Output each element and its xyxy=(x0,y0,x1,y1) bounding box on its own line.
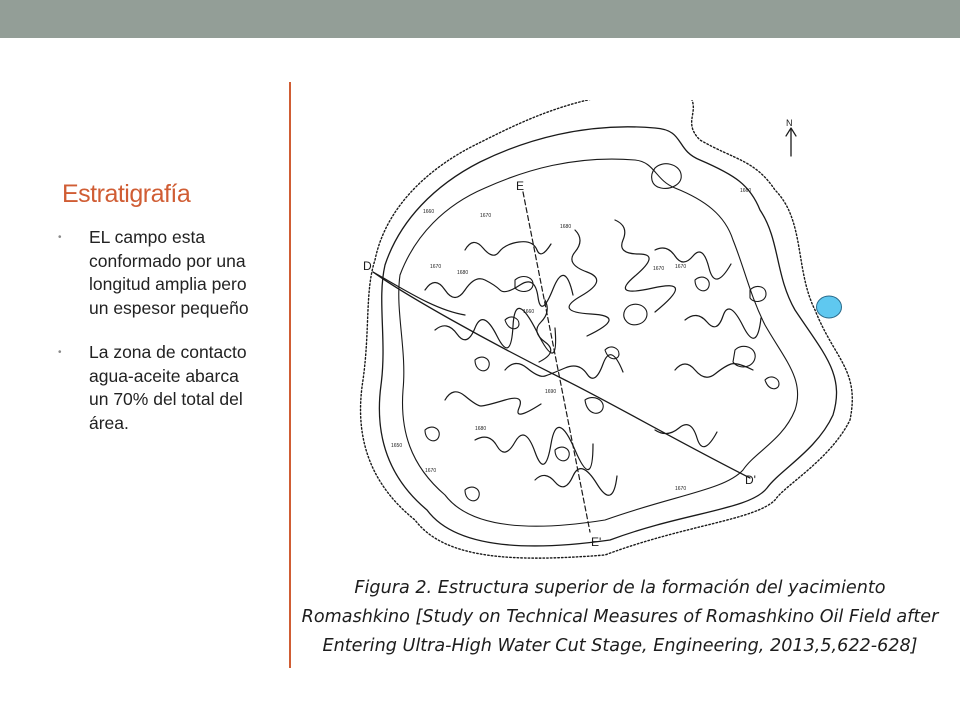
structure-map-figure xyxy=(355,100,865,565)
contour-label: 1660 xyxy=(423,209,435,215)
contour-label: 1650 xyxy=(391,443,403,449)
contour-value-labels xyxy=(391,188,751,492)
section-label-e: E xyxy=(516,179,525,193)
bullet-text: La zona de contacto agua-aceite abarca un 70% del total del área. xyxy=(89,342,247,433)
contour-label: 1670 xyxy=(430,264,442,270)
top-bar xyxy=(0,0,960,38)
figure-caption: Figura 2. Estructura superior de la formación del yacimiento Romashkino [Study on Technical Measures of Romashkino Oil Field after Entering Ultra-High Water Cut Stage, Engineering, 2013,5,622-628] xyxy=(301,578,939,656)
section-label-e-prime: E' xyxy=(591,535,602,549)
slide-title: Estratigrafía xyxy=(62,180,191,208)
contour-label: 1680 xyxy=(457,270,469,276)
north-label: N xyxy=(786,118,793,128)
bullet-text: EL campo esta conformado por una longitud amplia pero un espesor pequeño xyxy=(89,227,249,318)
vertical-divider xyxy=(289,82,291,668)
north-arrow-icon xyxy=(786,128,796,156)
bullet-list xyxy=(58,226,263,456)
contour-label: 1670 xyxy=(675,264,687,270)
contour-label: 1670 xyxy=(653,266,665,272)
section-label-d-prime: D' xyxy=(745,473,756,487)
contour-label: 1680 xyxy=(475,426,487,432)
contour-label: 1670 xyxy=(480,213,492,219)
contour-label: 1690 xyxy=(545,389,557,395)
section-line-d-branch xyxy=(373,272,465,315)
bullet-dot-icon: • xyxy=(58,347,62,358)
bullet-item xyxy=(58,226,263,320)
section-label-d: D xyxy=(363,259,372,273)
contour-label: 1660 xyxy=(740,188,752,194)
bullet-item xyxy=(58,341,263,435)
highlight-marker xyxy=(817,296,842,318)
contour-label: 1680 xyxy=(560,224,572,230)
contour-label: 1660 xyxy=(523,309,535,315)
contour-islands xyxy=(425,164,779,501)
interior-contours xyxy=(425,220,761,495)
outer-boundary-contour xyxy=(361,100,853,558)
contour-label: 1670 xyxy=(425,468,437,474)
bullet-dot-icon: • xyxy=(58,232,62,243)
contour-label: 1670 xyxy=(675,486,687,492)
boundary-contour-inner xyxy=(379,127,836,546)
